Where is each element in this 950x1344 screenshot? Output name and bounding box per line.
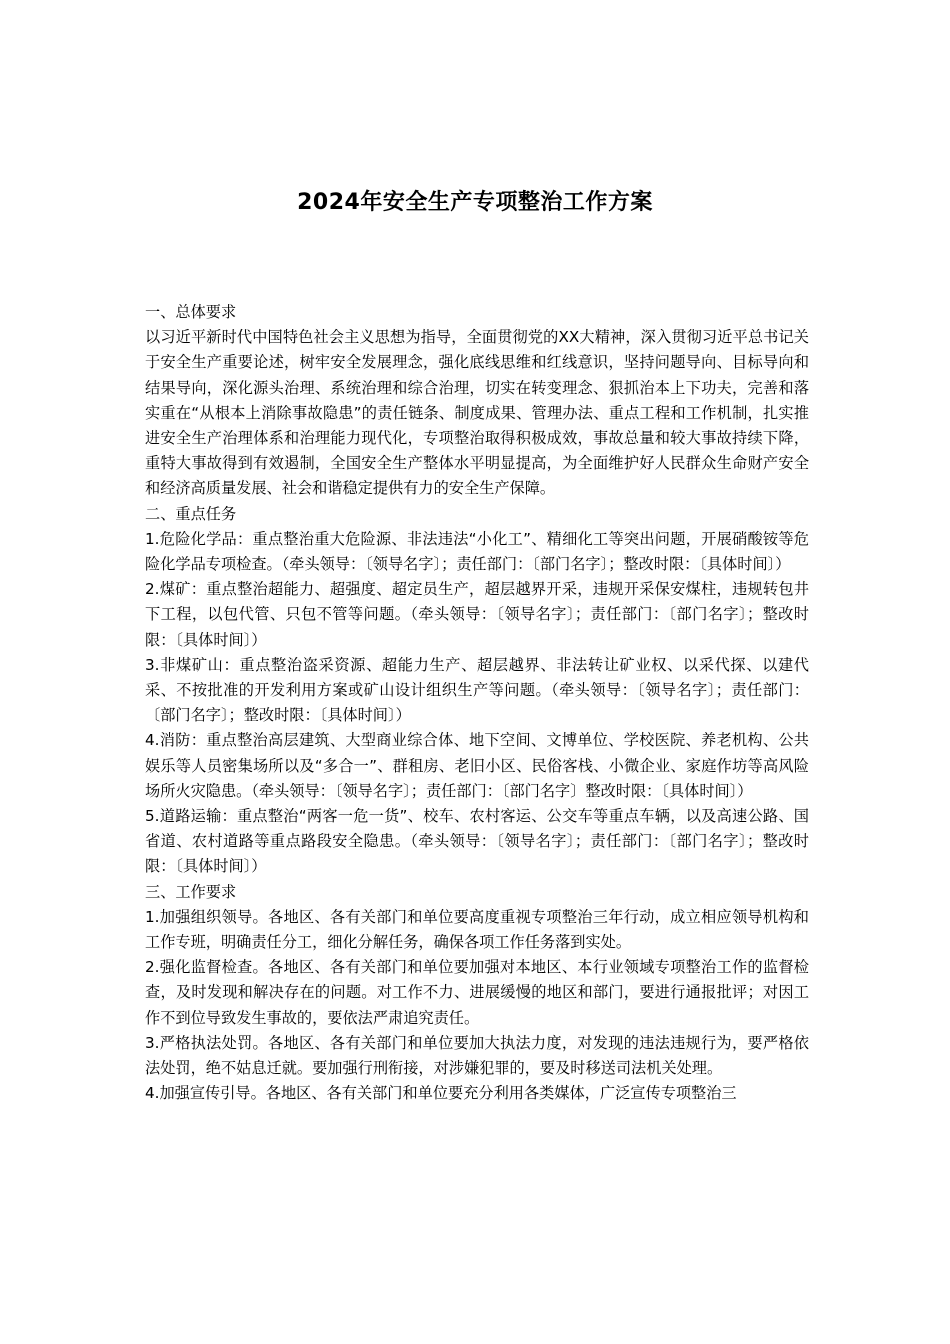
requirement-item: 1.加强组织领导。各地区、各有关部门和单位要高度重视专项整治三年行动，成立相应领导机构和工作专班，明确责任分工，细化分解任务，确保各项工作任务落到实处。 (145, 907, 809, 952)
section-heading: 三、工作要求 (145, 882, 237, 901)
task-item: 1.危险化学品：重点整治重大危险源、非法违法“小化工”、精细化工等突出问题，开展硝酸铵等危险化学品专项检查。（牵头领导：〔领导名字〕；责任部门：〔部门名字〕；整改时限：〔具体时间〕） (145, 529, 809, 574)
task-item: 4.消防：重点整治高层建筑、大型商业综合体、地下空间、文博单位、学校医院、养老机构、公共娱乐等人员密集场所以及“多合一”、群租房、老旧小区、民俗客栈、小微企业、家庭作坊等高风险场所火灾隐患。（牵头领导：〔领导名字〕；责任部门：〔部门名字〕整改时限：〔具体时间〕） (145, 731, 809, 800)
task-item: 2.煤矿：重点整治超能力、超强度、超定员生产，超层越界开采，违规开采保安煤柱，违规转包井下工程，以包代管、只包不管等问题。（牵头领导：〔领导名字〕；责任部门：〔部门名字〕；整改时限：〔具体时间〕） (145, 580, 809, 649)
task-item: 5.道路运输：重点整治“两客一危一货”、校车、农村客运、公交车等重点车辆，以及高速公路、国省道、农村道路等重点路段安全隐患。（牵头领导：〔领导名字〕；责任部门：〔部门名字〕；整改时限：〔具体时间〕） (145, 807, 809, 876)
requirement-item: 4.加强宣传引导。各地区、各有关部门和单位要充分利用各类媒体，广泛宣传专项整治三 (145, 1084, 737, 1103)
requirement-item: 3.严格执法处罚。各地区、各有关部门和单位要加大执法力度，对发现的违法违规行为，要严格依法处罚，绝不姑息迁就。要加强行刑衔接，对涉嫌犯罪的，要及时移送司法机关处理。 (145, 1033, 809, 1078)
section-heading: 二、重点任务 (145, 504, 237, 523)
paragraph: 以习近平新时代中国特色社会主义思想为指导，全面贯彻党的XX大精神，深入贯彻习近平总书记关于安全生产重要论述，树牢安全发展理念，强化底线思维和红线意识，坚持问题导向、目标导向和结果导向，深化源头治理、系统治理和综合治理，切实在转变理念、狠抓治本上下功夫，完善和落实重在“从根本上消除事故隐患”的责任链条、制度成果、管理办法、重点工程和工作机制，扎实推进安全生产治理体系和治理能力现代化，专项整治取得积极成效，事故总量和较大事故持续下降，重特大事故得到有效遏制，全国安全生产整体水平明显提高，为全面维护好人民群众生命财产安全和经济高质量发展、社会和谐稳定提供有力的安全生产保障。 (145, 328, 809, 498)
document-body (145, 300, 809, 1107)
task-item: 3.非煤矿山：重点整治盗采资源、超能力生产、超层越界、非法转让矿业权、以采代探、以建代采、不按批准的开发利用方案或矿山设计组织生产等问题。（牵头领导：〔领导名字〕；责任部门：〔部门名字〕；整改时限：〔具体时间〕） (145, 655, 809, 725)
section-heading: 一、总体要求 (145, 303, 237, 321)
requirement-item: 2.强化监督检查。各地区、各有关部门和单位要加强对本地区、本行业领域专项整治工作的监督检查，及时发现和解决存在的问题。对工作不力、进展缓慢的地区和部门，要进行通报批评；对因工作不到位导致发生事故的，要依法严肃追究责任。 (145, 958, 809, 1027)
document-title: 2024年安全生产专项整治工作方案 (297, 190, 653, 215)
